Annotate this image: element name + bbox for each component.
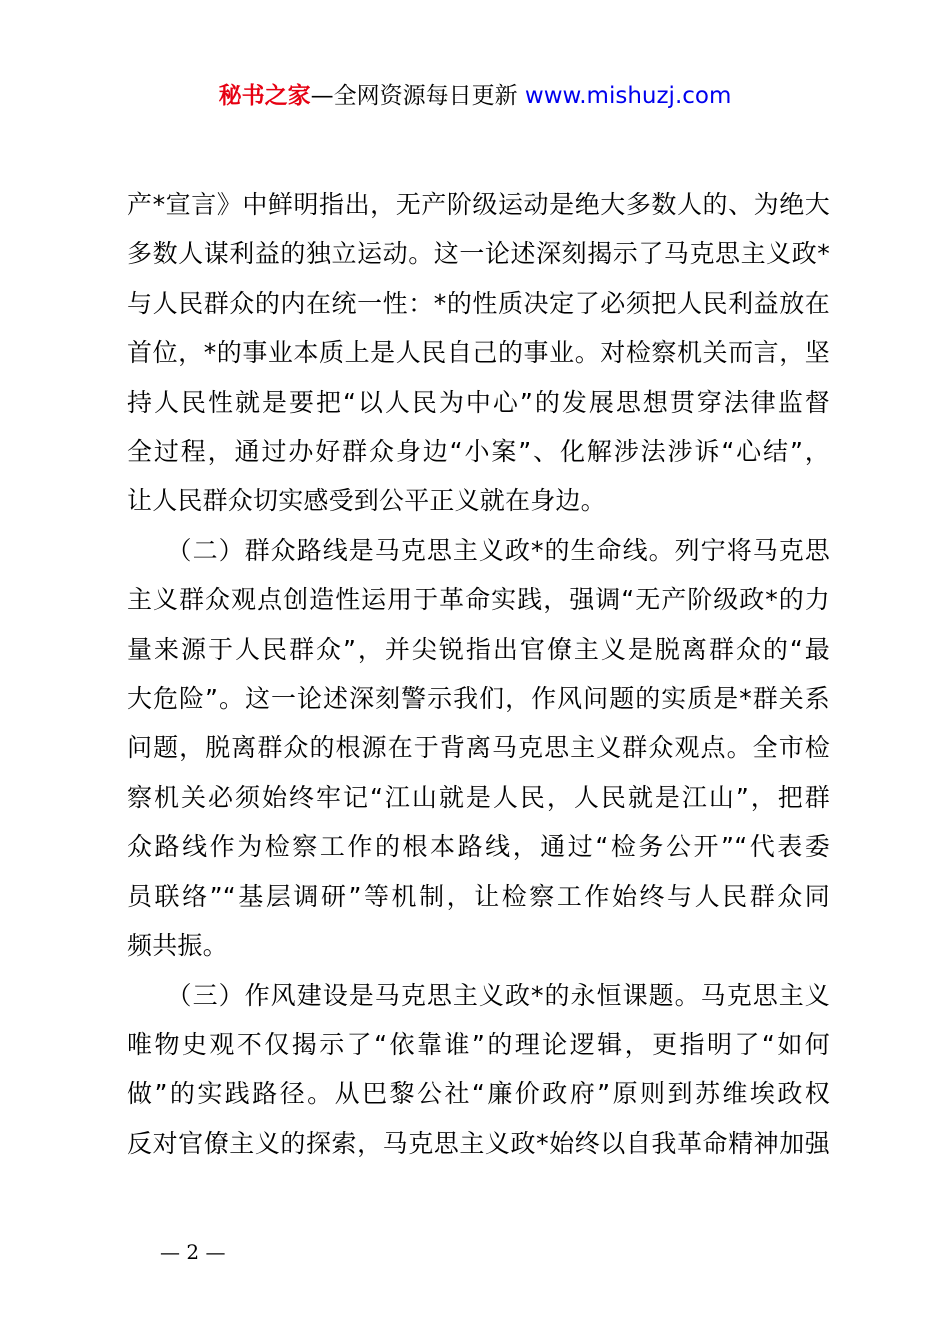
header-tagline: —全网资源每日更新 — [310, 83, 518, 109]
text-line: 做”的实践路径。从巴黎公社“廉价政府”原则到苏维埃政权 — [127, 1079, 830, 1109]
text-line: 员联络”“基层调研”等机制，让检察工作始终与人民群众同 — [127, 881, 830, 911]
text-line: 大危险”。这一论述深刻警示我们，作风问题的实质是*群关系 — [127, 684, 830, 714]
text-line: 主义群众观点创造性运用于革命实践，强调“无产阶级政*的力 — [127, 585, 830, 615]
paragraph-1 — [127, 180, 830, 526]
site-url-link[interactable]: www.mishuzj.com — [524, 83, 732, 109]
text-line: 量来源于人民群众”，并尖锐指出官僚主义是脱离群众的“最 — [127, 634, 830, 664]
brand-name: 秘书之家 — [218, 83, 311, 109]
text-line: 全过程，通过办好群众身边“小案”、化解涉法涉诉“心结”， — [127, 437, 830, 467]
text-line: 产*宣言》中鲜明指出，无产阶级运动是绝大多数人的、为绝大 — [127, 190, 830, 219]
paragraph-2 — [127, 526, 830, 971]
text-line: 众路线作为检察工作的根本路线，通过“检务公开”“代表委 — [127, 832, 830, 862]
text-line: （二）群众路线是马克思主义政*的生命线。列宁将马克思 — [127, 535, 830, 565]
text-line: 问题，脱离群众的根源在于背离马克思主义群众观点。全市检 — [127, 733, 830, 763]
site-watermark-header — [0, 80, 950, 112]
text-line: （三）作风建设是马克思主义政*的永恒课题。马克思主义 — [127, 980, 830, 1010]
text-line: 多数人谋利益的独立运动。这一论述深刻揭示了马克思主义政* — [127, 239, 830, 269]
text-line: 唯物史观不仅揭示了“依靠谁”的理论逻辑，更指明了“如何 — [127, 1029, 830, 1059]
text-line: 让人民群众切实感受到公平正义就在身边。 — [127, 486, 606, 516]
text-line: 与人民群众的内在统一性：*的性质决定了必须把人民利益放在 — [127, 288, 830, 318]
text-line: 首位，*的事业本质上是人民自己的事业。对检察机关而言，坚 — [127, 338, 830, 368]
text-line: 持人民性就是要把“以人民为中心”的发展思想贯穿法律监督 — [127, 387, 830, 417]
document-body — [127, 180, 830, 1168]
paragraph-3 — [127, 971, 830, 1169]
text-line: 频共振。 — [127, 931, 228, 961]
page-number: — 2 — — [160, 1240, 226, 1264]
text-line: 察机关必须始终牢记“江山就是人民，人民就是江山”，把群 — [127, 782, 830, 812]
text-line: 反对官僚主义的探索，马克思主义政*始终以自我革命精神加强 — [127, 1128, 830, 1158]
